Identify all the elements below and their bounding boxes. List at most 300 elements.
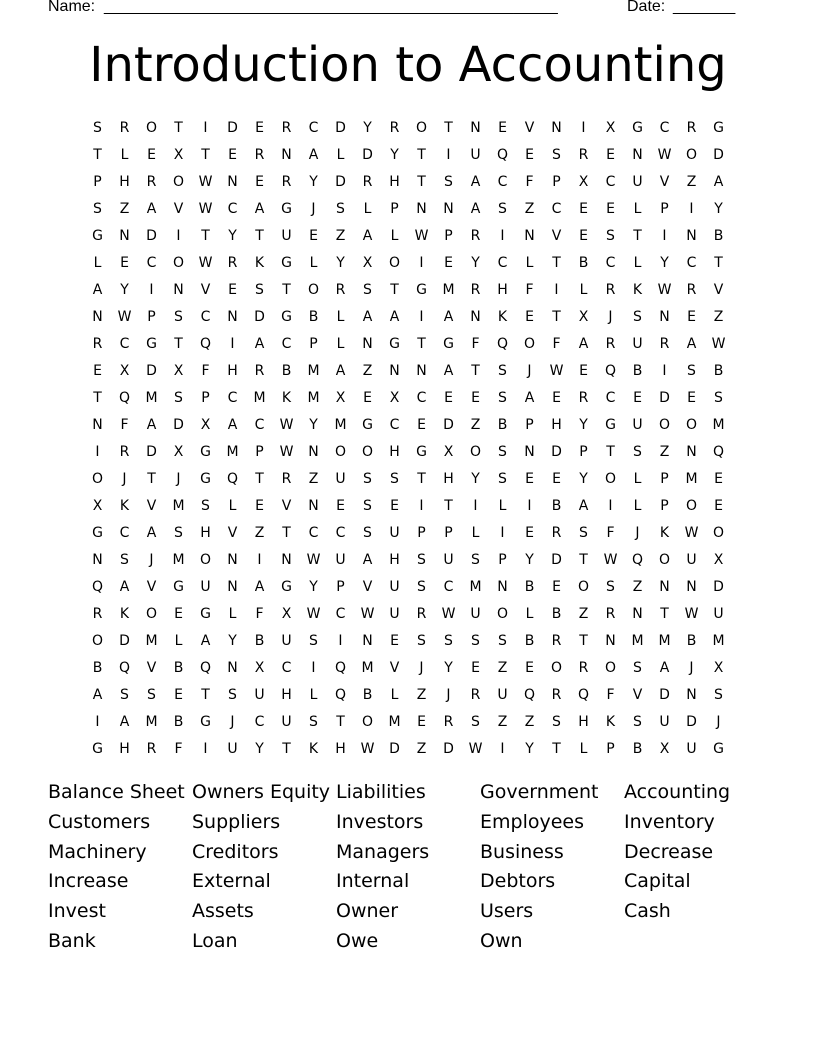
grid-cell: N — [470, 119, 481, 136]
grid-cell: G — [281, 308, 292, 325]
grid-cell: E — [255, 173, 264, 190]
word-list-item: Managers — [336, 840, 430, 863]
grid-cell: R — [92, 605, 103, 622]
grid-cell: Z — [362, 362, 373, 379]
grid-cell: A — [659, 659, 670, 676]
grid-cell: G — [416, 443, 427, 460]
grid-cell: F — [255, 605, 264, 622]
grid-cell: L — [633, 254, 642, 271]
grid-cell: T — [93, 146, 102, 163]
grid-cell: V — [173, 200, 184, 217]
grid-cell: U — [389, 605, 400, 622]
grid-cell: V — [281, 497, 292, 514]
grid-cell: I — [203, 119, 208, 136]
grid-cell: P — [201, 389, 210, 406]
grid-cell: D — [443, 740, 454, 757]
grid-cell: A — [443, 362, 454, 379]
word-list-item: Business — [480, 840, 564, 863]
grid-cell: V — [524, 119, 535, 136]
grid-cell: I — [500, 740, 505, 757]
grid-cell: Q — [334, 659, 347, 676]
word-list-item: Employees — [480, 810, 584, 833]
grid-cell: O — [712, 524, 725, 541]
grid-cell: S — [147, 686, 156, 703]
grid-cell: U — [281, 713, 292, 730]
grid-cell: S — [498, 389, 507, 406]
grid-cell: Q — [199, 335, 212, 352]
grid-cell: A — [713, 173, 724, 190]
grid-cell: G — [200, 470, 211, 487]
grid-cell: L — [390, 227, 399, 244]
grid-cell: S — [309, 713, 318, 730]
grid-cell: O — [658, 551, 671, 568]
grid-cell: J — [446, 686, 451, 703]
grid-cell: O — [685, 416, 698, 433]
grid-cell: X — [335, 389, 346, 406]
grid-cell: O — [145, 119, 158, 136]
grid-cell: J — [122, 470, 127, 487]
grid-cell: Z — [497, 713, 508, 730]
grid-cell: H — [497, 281, 508, 298]
grid-cell: E — [228, 146, 237, 163]
grid-cell: R — [686, 281, 697, 298]
grid-cell: S — [471, 551, 480, 568]
grid-cell: D — [146, 362, 157, 379]
grid-cell: E — [687, 308, 696, 325]
grid-cell: O — [361, 713, 374, 730]
grid-cell: Q — [199, 659, 212, 676]
grid-cell: Y — [471, 254, 480, 271]
grid-cell: I — [419, 497, 424, 514]
grid-cell: M — [685, 470, 698, 487]
word-list-item: Loan — [192, 929, 238, 952]
grid-cell: Q — [712, 443, 725, 460]
grid-cell: G — [713, 740, 724, 757]
grid-cell: Z — [308, 470, 319, 487]
grid-cell: E — [687, 389, 696, 406]
grid-cell: D — [335, 173, 346, 190]
grid-cell: W — [657, 146, 672, 163]
grid-cell: U — [281, 227, 292, 244]
grid-cell: O — [685, 497, 698, 514]
grid-cell: X — [92, 497, 103, 514]
grid-cell: S — [255, 281, 264, 298]
grid-cell: C — [335, 605, 346, 622]
grid-cell: F — [552, 335, 561, 352]
word-list-item: Owner — [336, 900, 399, 923]
grid-cell: E — [714, 497, 723, 514]
grid-cell: P — [336, 578, 345, 595]
grid-cell: O — [469, 443, 482, 460]
grid-cell: R — [659, 335, 670, 352]
grid-cell: G — [389, 335, 400, 352]
grid-cell: J — [689, 659, 694, 676]
grid-cell: E — [336, 497, 345, 514]
grid-cell: Z — [416, 740, 427, 757]
grid-cell: B — [281, 362, 292, 379]
grid-cell: C — [227, 200, 238, 217]
grid-cell: T — [660, 605, 669, 622]
grid-cell: J — [149, 551, 154, 568]
grid-cell: S — [687, 362, 696, 379]
grid-cell: V — [389, 659, 400, 676]
grid-cell: H — [281, 686, 292, 703]
grid-cell: Y — [471, 470, 480, 487]
grid-cell: L — [525, 605, 534, 622]
grid-cell: C — [686, 254, 697, 271]
word-list-item: Customers — [48, 810, 151, 833]
grid-cell: F — [606, 686, 615, 703]
grid-cell: M — [712, 416, 725, 433]
grid-cell: L — [120, 146, 129, 163]
grid-cell: I — [230, 335, 235, 352]
grid-cell: U — [200, 578, 211, 595]
grid-cell: M — [172, 497, 185, 514]
grid-cell: F — [120, 416, 129, 433]
grid-cell: V — [659, 173, 670, 190]
grid-cell: D — [119, 632, 130, 649]
grid-cell: Y — [525, 740, 534, 757]
word-list-item: Liabilities — [336, 781, 426, 803]
grid-cell: J — [311, 200, 316, 217]
grid-cell: M — [307, 362, 320, 379]
grid-cell: I — [554, 281, 559, 298]
grid-cell: R — [551, 524, 562, 541]
grid-cell: G — [605, 416, 616, 433]
grid-cell: C — [389, 416, 400, 433]
grid-cell: A — [146, 200, 157, 217]
grid-cell: X — [578, 173, 589, 190]
grid-cell: P — [444, 524, 453, 541]
grid-cell: D — [227, 119, 238, 136]
grid-cell: Y — [255, 740, 264, 757]
page-title: Introduction to Accounting — [89, 37, 727, 93]
grid-cell: I — [689, 200, 694, 217]
grid-cell: G — [92, 740, 103, 757]
grid-cell: C — [497, 173, 508, 190]
grid-cell: O — [388, 254, 401, 271]
grid-cell: B — [551, 605, 562, 622]
grid-cell: B — [92, 659, 103, 676]
grid-cell: R — [281, 470, 292, 487]
grid-cell: L — [579, 740, 588, 757]
grid-cell: N — [416, 200, 427, 217]
grid-cell: W — [360, 605, 375, 622]
grid-cell: N — [227, 659, 238, 676]
grid-cell: N — [632, 605, 643, 622]
grid-cell: R — [578, 389, 589, 406]
word-list-item: Owners Equity — [192, 781, 331, 803]
grid-cell: A — [92, 686, 103, 703]
grid-cell: Y — [120, 281, 129, 298]
letter-grid — [84, 114, 732, 762]
grid-cell: T — [552, 254, 561, 271]
grid-cell: S — [309, 632, 318, 649]
grid-cell: F — [525, 173, 534, 190]
grid-cell: L — [336, 335, 345, 352]
grid-cell: S — [498, 362, 507, 379]
grid-cell: I — [500, 524, 505, 541]
grid-cell: C — [119, 524, 130, 541]
grid-cell: E — [417, 416, 426, 433]
word-list-item: Inventory — [624, 810, 715, 833]
grid-cell: Y — [579, 416, 588, 433]
grid-cell: C — [551, 200, 562, 217]
grid-cell: T — [93, 389, 102, 406]
grid-cell: N — [524, 227, 535, 244]
grid-cell: S — [552, 713, 561, 730]
grid-cell: A — [470, 200, 481, 217]
grid-cell: X — [605, 119, 616, 136]
grid-cell: D — [335, 119, 346, 136]
grid-cell: N — [281, 146, 292, 163]
grid-cell: I — [149, 281, 154, 298]
grid-cell: N — [362, 335, 373, 352]
grid-cell: E — [552, 578, 561, 595]
grid-cell: L — [633, 200, 642, 217]
grid-cell: F — [471, 335, 480, 352]
grid-cell: R — [119, 119, 130, 136]
grid-cell: E — [579, 200, 588, 217]
grid-cell: E — [606, 146, 615, 163]
grid-cell: W — [684, 524, 699, 541]
grid-cell: C — [254, 713, 265, 730]
grid-cell: T — [633, 227, 642, 244]
grid-cell: Q — [118, 389, 131, 406]
grid-cell: E — [525, 524, 534, 541]
grid-cell: M — [388, 713, 401, 730]
grid-cell: M — [631, 632, 644, 649]
grid-cell: R — [551, 632, 562, 649]
grid-cell: O — [145, 605, 158, 622]
grid-cell: K — [632, 281, 643, 298]
grid-cell: H — [551, 416, 562, 433]
grid-cell: M — [307, 389, 320, 406]
grid-cell: E — [174, 605, 183, 622]
grid-cell: V — [146, 659, 157, 676]
grid-cell: A — [443, 308, 454, 325]
grid-cell: C — [200, 308, 211, 325]
grid-cell: E — [579, 227, 588, 244]
grid-cell: S — [336, 200, 345, 217]
grid-cell: W — [549, 362, 564, 379]
grid-cell: C — [308, 524, 319, 541]
grid-cell: H — [389, 443, 400, 460]
grid-cell: E — [309, 227, 318, 244]
grid-cell: D — [551, 443, 562, 460]
grid-cell: A — [227, 416, 238, 433]
grid-cell: E — [120, 254, 129, 271]
word-list — [48, 778, 788, 957]
grid-cell: R — [281, 173, 292, 190]
grid-cell: Z — [524, 200, 535, 217]
grid-cell: S — [579, 524, 588, 541]
grid-cell: S — [471, 632, 480, 649]
grid-cell: T — [336, 713, 345, 730]
grid-cell: S — [417, 632, 426, 649]
grid-cell: B — [362, 686, 373, 703]
grid-cell: S — [174, 389, 183, 406]
grid-cell: U — [254, 686, 265, 703]
grid-cell: P — [579, 443, 588, 460]
grid-cell: Q — [577, 686, 590, 703]
grid-cell: A — [578, 335, 589, 352]
name-blank-line: ___________________________________________________ — [104, 0, 558, 15]
grid-cell: H — [578, 713, 589, 730]
grid-cell: I — [527, 497, 532, 514]
grid-cell: S — [93, 119, 102, 136]
grid-cell: H — [443, 470, 454, 487]
grid-cell: U — [443, 551, 454, 568]
grid-cell: P — [498, 551, 507, 568]
grid-cell: P — [552, 173, 561, 190]
grid-cell: U — [686, 551, 697, 568]
grid-cell: P — [147, 308, 156, 325]
grid-cell: N — [389, 362, 400, 379]
grid-cell: P — [390, 200, 399, 217]
grid-cell: X — [281, 605, 292, 622]
grid-cell: N — [605, 632, 616, 649]
grid-cell: N — [362, 632, 373, 649]
grid-cell: I — [608, 497, 613, 514]
grid-cell: S — [363, 524, 372, 541]
grid-cell: Y — [390, 146, 399, 163]
grid-cell: R — [146, 173, 157, 190]
grid-cell: M — [145, 713, 158, 730]
word-list-item: Own — [480, 929, 523, 952]
grid-cell: R — [470, 686, 481, 703]
grid-cell: B — [713, 227, 724, 244]
grid-cell: T — [552, 740, 561, 757]
grid-cell: S — [444, 632, 453, 649]
grid-cell: T — [390, 281, 399, 298]
grid-cell: D — [659, 389, 670, 406]
grid-cell: I — [95, 443, 100, 460]
grid-cell: W — [711, 335, 726, 352]
grid-cell: K — [605, 713, 616, 730]
grid-cell: R — [470, 227, 481, 244]
grid-cell: N — [497, 578, 508, 595]
grid-cell: I — [581, 119, 586, 136]
word-list-item: Decrease — [624, 840, 714, 863]
grid-cell: X — [173, 146, 184, 163]
grid-cell: R — [281, 119, 292, 136]
grid-cell: B — [173, 659, 184, 676]
grid-cell: Z — [659, 443, 670, 460]
grid-cell: O — [199, 551, 212, 568]
grid-cell: D — [254, 308, 265, 325]
grid-cell: O — [172, 173, 185, 190]
grid-cell: X — [713, 659, 724, 676]
grid-cell: A — [362, 551, 373, 568]
grid-cell: P — [444, 227, 453, 244]
grid-cell: R — [578, 146, 589, 163]
grid-cell: A — [308, 146, 319, 163]
grid-cell: U — [389, 578, 400, 595]
grid-cell: R — [362, 173, 373, 190]
grid-cell: L — [390, 686, 399, 703]
grid-cell: N — [632, 146, 643, 163]
grid-cell: N — [119, 227, 130, 244]
grid-cell: Y — [228, 632, 237, 649]
grid-cell: E — [552, 470, 561, 487]
grid-cell: O — [496, 605, 509, 622]
grid-cell: N — [173, 281, 184, 298]
grid-cell: E — [228, 281, 237, 298]
grid-cell: H — [335, 740, 346, 757]
grid-cell: A — [389, 308, 400, 325]
grid-cell: U — [335, 470, 346, 487]
grid-cell: E — [390, 632, 399, 649]
grid-cell: O — [604, 470, 617, 487]
grid-cell: I — [419, 308, 424, 325]
grid-cell: I — [95, 713, 100, 730]
word-list-item: Balance Sheet — [48, 781, 185, 803]
grid-cell: Z — [416, 686, 427, 703]
grid-cell: A — [254, 335, 265, 352]
grid-cell: A — [362, 308, 373, 325]
grid-cell: Z — [254, 524, 265, 541]
grid-cell: L — [174, 632, 183, 649]
grid-cell: S — [633, 308, 642, 325]
grid-cell: X — [200, 416, 211, 433]
grid-cell: E — [417, 713, 426, 730]
grid-cell: V — [146, 497, 157, 514]
grid-cell: B — [632, 740, 643, 757]
grid-cell: Z — [632, 578, 643, 595]
grid-cell: E — [255, 119, 264, 136]
grid-cell: T — [255, 470, 264, 487]
grid-cell: W — [360, 740, 375, 757]
grid-cell: G — [281, 200, 292, 217]
grid-cell: B — [497, 416, 508, 433]
grid-cell: V — [200, 281, 211, 298]
grid-cell: D — [146, 443, 157, 460]
grid-cell: L — [579, 281, 588, 298]
grid-cell: Y — [363, 119, 372, 136]
grid-cell: E — [444, 389, 453, 406]
grid-cell: Y — [579, 470, 588, 487]
grid-cell: N — [92, 416, 103, 433]
grid-cell: D — [713, 578, 724, 595]
grid-cell: T — [579, 632, 588, 649]
grid-cell: F — [606, 524, 615, 541]
grid-cell: H — [227, 362, 238, 379]
grid-cell: E — [525, 146, 534, 163]
grid-cell: S — [201, 497, 210, 514]
grid-cell: R — [254, 362, 265, 379]
grid-cell: M — [172, 551, 185, 568]
grid-cell: I — [500, 227, 505, 244]
grid-cell: J — [230, 713, 235, 730]
grid-cell: J — [608, 308, 613, 325]
grid-cell: R — [605, 335, 616, 352]
grid-cell: K — [497, 308, 508, 325]
grid-cell: Z — [470, 416, 481, 433]
grid-cell: R — [146, 740, 157, 757]
grid-cell: N — [524, 443, 535, 460]
grid-cell: H — [389, 551, 400, 568]
grid-cell: P — [93, 173, 102, 190]
grid-cell: X — [173, 362, 184, 379]
grid-cell: E — [174, 686, 183, 703]
grid-cell: N — [686, 443, 697, 460]
grid-cell: I — [473, 497, 478, 514]
grid-cell: X — [578, 308, 589, 325]
grid-cell: H — [389, 173, 400, 190]
grid-cell: D — [173, 416, 184, 433]
grid-cell: S — [174, 308, 183, 325]
